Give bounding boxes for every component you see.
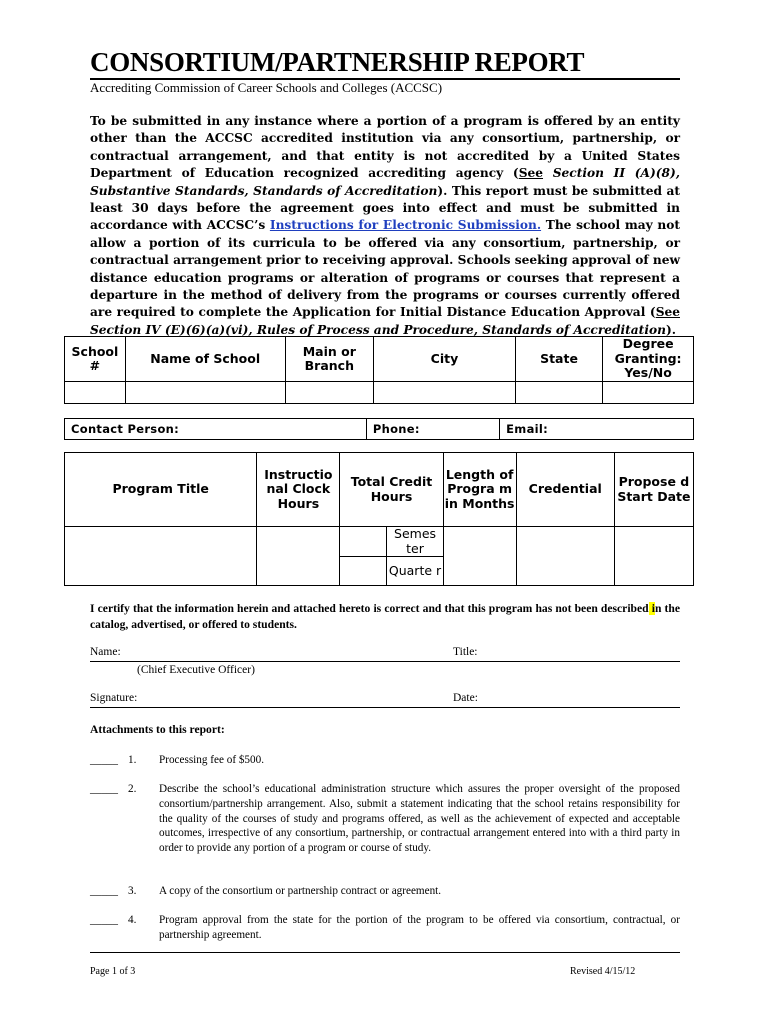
contact-table [64, 418, 694, 440]
intro-text-3: The school may not allow a portion of its curricula to be offered via any consortium, partnership, or contractual arrangement prior to receiving approval. Schools seeking approval of new distance education programs or alteration of programs or courses that represent a departure in the method of delivery from the programs or courses currently offered are required to complete the Application for Initial Distance Education Approval ( [90, 218, 680, 320]
ceo-label: (Chief Executive Officer) [137, 664, 255, 676]
school-number-header: School # [65, 337, 126, 382]
attachment-blank[interactable]: _____ [90, 754, 118, 766]
intro-ref-2: Section IV (E)(6)(a)(vi), Rules of Process and Procedure, Standards of Accreditation [90, 322, 666, 337]
attachment-text: Describe the school’s educational administration structure which assures the proper oversight of the proposed consortium/partnership arrangement. Also, submit a statement indicating that the school retains responsibility for the quality of the courses of study and programs offered, as well as the achievement of expected and acceptable outcomes, irrespective of any consortium, partnership, or contractual arrangement entered into with a third party in order to provide any portion of a program or course of study. [159, 783, 680, 855]
attachment-number: 4. [128, 914, 137, 926]
intro-text-2: ). This report must be submitted at least 30 days before the agreement goes into effect and must be submitted in accordance with ACCSC’s [90, 183, 680, 233]
attachment-blank[interactable]: _____ [90, 914, 118, 926]
semester-label: Semes ter [387, 527, 443, 557]
page-subtitle: Accrediting Commission of Career Schools and Colleges (ACCSC) [90, 80, 443, 95]
email-field[interactable]: Email: [500, 419, 694, 440]
phone-field[interactable]: Phone: [366, 419, 499, 440]
city-cell[interactable] [374, 382, 516, 404]
school-table [64, 336, 694, 404]
state-header: State [515, 337, 602, 382]
contact-person-field[interactable]: Contact Person: [65, 419, 367, 440]
school-name-header: Name of School [125, 337, 285, 382]
intro-see-2: See [655, 305, 680, 320]
clock-hours-cell[interactable] [257, 527, 340, 586]
attachment-item-4 [90, 913, 680, 945]
intro-text-1: To be submitted in any instance where a portion of a program is offered by an entity other than the ACCSC accredited institution via any consortium, partnership, or contractual arrangement, and that entity is not accredited by a United States Department of Education recognized accrediting agency ( [90, 114, 680, 181]
attachment-number: 2. [128, 783, 137, 795]
start-date-header: Propose d Start Date [614, 453, 693, 527]
intro-see-1: See [518, 166, 544, 181]
program-table [64, 452, 694, 586]
name-title-line [90, 646, 680, 662]
state-cell[interactable] [515, 382, 602, 404]
attachment-blank[interactable]: _____ [90, 783, 118, 795]
credential-header: Credential [516, 453, 614, 527]
program-length-cell[interactable] [443, 527, 516, 586]
footer-divider [90, 952, 680, 953]
intro-paragraph [90, 113, 680, 339]
certify-text-b: n the catalog, advertised, or offered to students. [90, 602, 680, 631]
attachments-title: Attachments to this report: [90, 723, 225, 736]
date-label: Date: [453, 692, 478, 704]
page-number: Page 1 of 3 [90, 966, 136, 977]
city-header: City [374, 337, 516, 382]
attachment-text: A copy of the consortium or partnership contract or agreement. [159, 885, 442, 897]
certification-statement [90, 601, 680, 633]
degree-granting-cell[interactable] [603, 382, 694, 404]
school-number-cell[interactable] [65, 382, 126, 404]
credit-hours-cell[interactable] [340, 527, 387, 557]
instructions-link[interactable]: Instructions for Electronic Submission. [269, 218, 542, 233]
intro-text-4: ). [665, 322, 676, 337]
title-label: Title: [453, 646, 478, 658]
credential-cell[interactable] [516, 527, 614, 586]
attachment-item-2 [90, 782, 680, 872]
attachment-item-1 [90, 753, 680, 769]
signature-date-line [90, 692, 680, 708]
certify-text-a: I certify that the information herein and attached hereto is correct and that this program has not been described [90, 602, 649, 615]
intro-ref-1: Section II (A)(8), Substantive Standards, Standards of Accreditation [90, 166, 680, 198]
attachment-text: Program approval from the state for the portion of the program to be offered via consortium, contractual, or partnership agreement. [159, 914, 680, 941]
program-title-header: Program Title [65, 453, 257, 527]
main-branch-header: Main or Branch [285, 337, 374, 382]
attachment-blank[interactable]: _____ [90, 885, 118, 897]
start-date-cell[interactable] [614, 527, 693, 586]
main-branch-cell[interactable] [285, 382, 374, 404]
degree-granting-header: Degree Granting: Yes/No [603, 337, 694, 382]
revision-date: Revised 4/15/12 [570, 966, 636, 977]
quarter-label: Quarte r [387, 557, 443, 586]
certify-highlight: i [648, 602, 655, 615]
attachment-text: Processing fee of $500. [159, 754, 265, 766]
program-length-header: Length of Progra m in Months [443, 453, 516, 527]
program-title-cell[interactable] [65, 527, 257, 586]
attachment-number: 1. [128, 754, 137, 766]
attachment-item-3 [90, 884, 680, 900]
school-name-cell[interactable] [125, 382, 285, 404]
credit-hours-cell-2[interactable] [340, 557, 387, 586]
signature-label: Signature: [90, 692, 138, 704]
clock-hours-header: Instructio nal Clock Hours [257, 453, 340, 527]
name-label: Name: [90, 646, 121, 658]
credit-hours-header: Total Credit Hours [340, 453, 443, 527]
page-title: CONSORTIUM/PARTNERSHIP REPORT [90, 46, 680, 80]
attachment-number: 3. [128, 885, 137, 897]
